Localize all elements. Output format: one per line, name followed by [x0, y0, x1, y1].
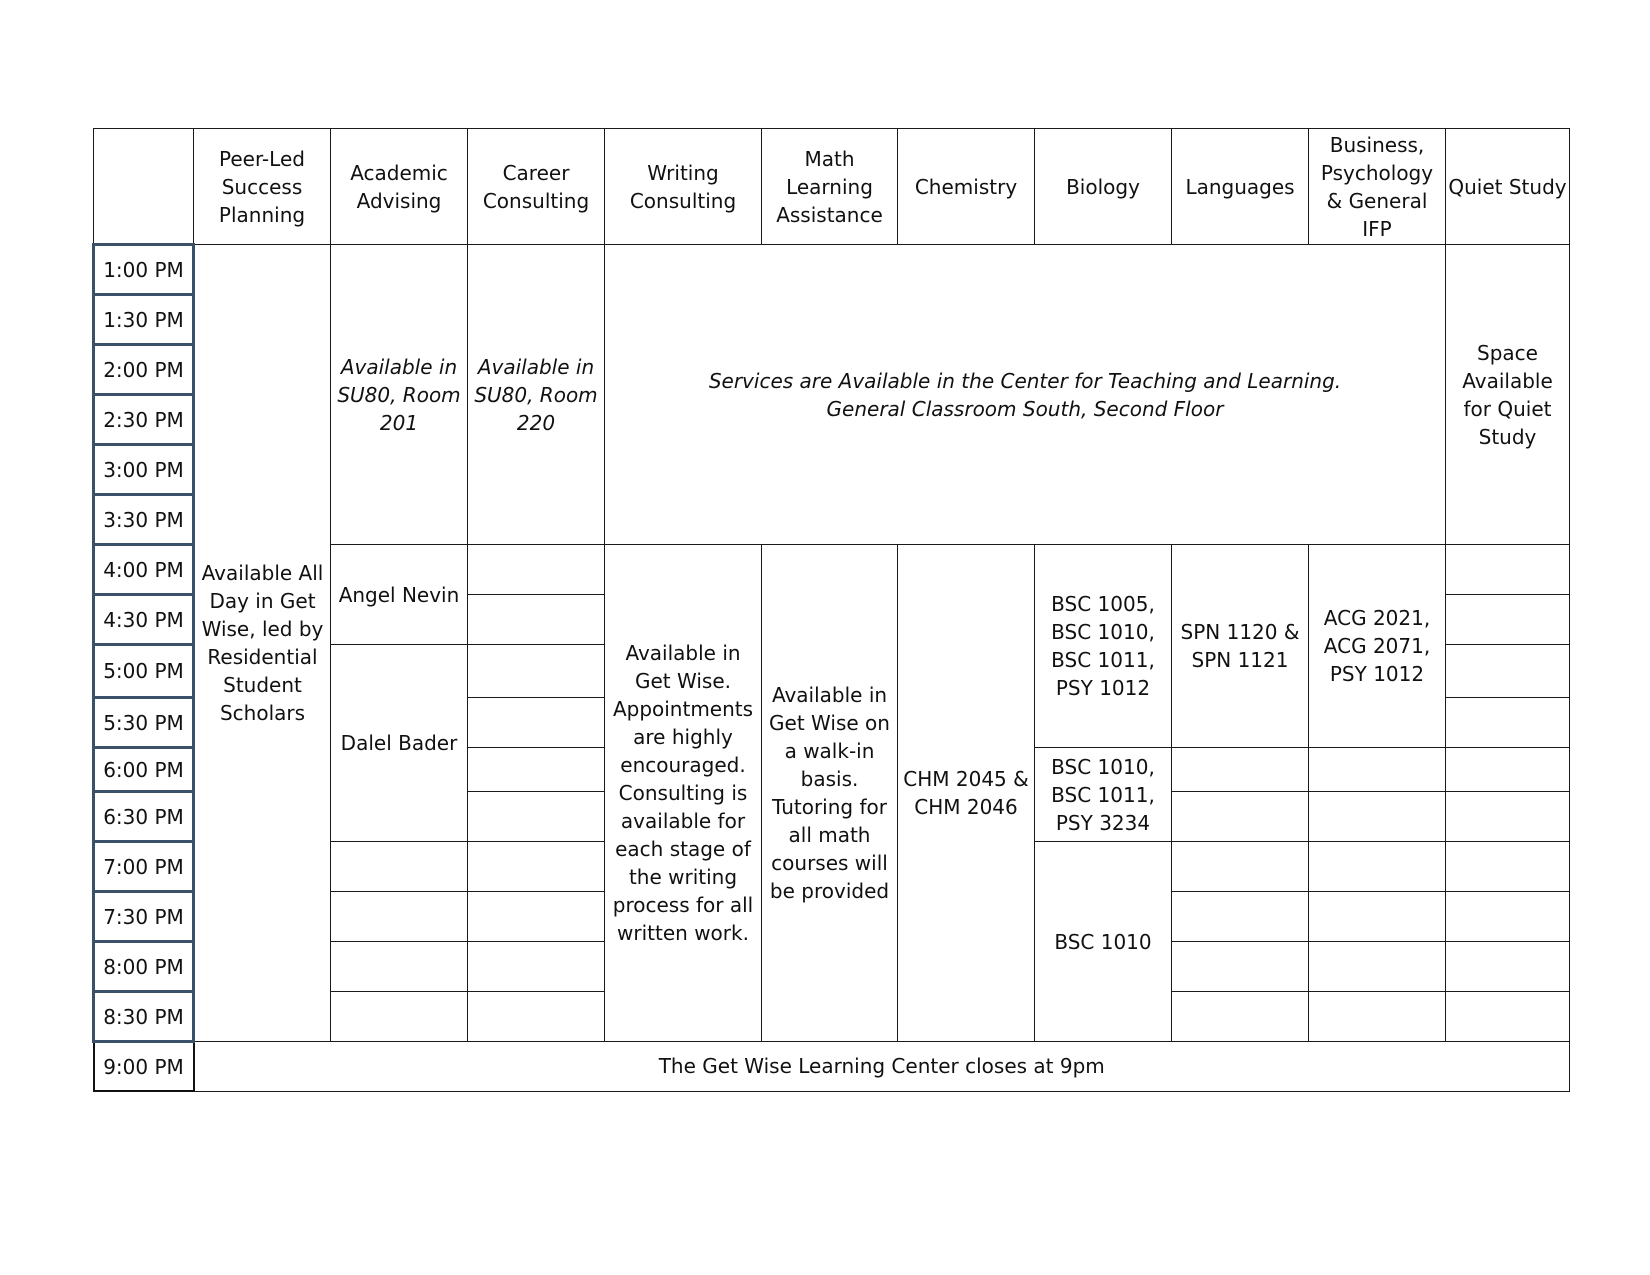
advising-location-cell: Available in SU80, Room 201	[331, 245, 468, 545]
header-academic-advising: Academic Advising	[331, 129, 468, 245]
empty-cell	[468, 942, 605, 992]
empty-cell	[1172, 792, 1309, 842]
languages-cell: SPN 1120 & SPN 1121	[1172, 545, 1309, 748]
header-chemistry: Chemistry	[898, 129, 1035, 245]
time-label: 1:30 PM	[94, 295, 194, 345]
header-peer-led: Peer-Led Success Planning	[194, 129, 331, 245]
business-cell: ACG 2021, ACG 2071, PSY 1012	[1309, 545, 1446, 748]
ctl-notice-line-1: Services are Available in the Center for Teaching and Learning.	[708, 368, 1342, 393]
empty-cell	[468, 842, 605, 892]
header-quiet-study: Quiet Study	[1446, 129, 1570, 245]
header-math-learning: Math Learning Assistance	[762, 129, 898, 245]
empty-cell	[1309, 748, 1446, 792]
biology-cell-2: BSC 1010, BSC 1011, PSY 3234	[1035, 748, 1172, 842]
empty-cell	[1172, 842, 1309, 892]
time-label: 8:30 PM	[94, 992, 194, 1042]
empty-cell	[1309, 892, 1446, 942]
empty-cell	[1446, 748, 1570, 792]
time-label: 3:30 PM	[94, 495, 194, 545]
header-business-psychology: Business, Psychology & General IFP	[1309, 129, 1446, 245]
closing-row	[94, 1042, 1570, 1092]
empty-cell	[1446, 545, 1570, 595]
empty-cell	[1446, 992, 1570, 1042]
biology-cell-1: BSC 1005, BSC 1010, BSC 1011, PSY 1012	[1035, 545, 1172, 748]
closing-notice: The Get Wise Learning Center closes at 9pm	[194, 1042, 1570, 1092]
time-label: 3:00 PM	[94, 445, 194, 495]
math-cell: Available in Get Wise on a walk-in basis. Tutoring for all math courses will be provided	[762, 545, 898, 1042]
empty-cell	[468, 595, 605, 645]
tutoring-schedule-table	[92, 128, 1570, 1092]
time-label: 8:00 PM	[94, 942, 194, 992]
table-row	[94, 245, 1570, 295]
career-location-cell: Available in SU80, Room 220	[468, 245, 605, 545]
time-label: 2:00 PM	[94, 345, 194, 395]
advisor-cell-1: Angel Nevin	[331, 545, 468, 645]
empty-cell	[331, 942, 468, 992]
empty-cell	[1172, 942, 1309, 992]
empty-cell	[1446, 942, 1570, 992]
writing-cell: Available in Get Wise. Appointments are highly encouraged. Consulting is available for each stage of the writing process for all written work.	[605, 545, 762, 1042]
header-writing-consulting: Writing Consulting	[605, 129, 762, 245]
time-label: 9:00 PM	[94, 1042, 194, 1092]
empty-cell	[331, 892, 468, 942]
time-label: 5:30 PM	[94, 698, 194, 748]
empty-cell	[1446, 645, 1570, 698]
ctl-notice-line-2: General Classroom South, Second Floor	[826, 396, 1224, 421]
header-biology: Biology	[1035, 129, 1172, 245]
empty-cell	[1172, 748, 1309, 792]
empty-cell	[468, 748, 605, 792]
time-label: 1:00 PM	[94, 245, 194, 295]
corner-cell	[94, 129, 194, 245]
empty-cell	[468, 645, 605, 698]
quiet-study-cell: Space Available for Quiet Study	[1446, 245, 1570, 545]
biology-cell-3: BSC 1010	[1035, 842, 1172, 1042]
time-label: 5:00 PM	[94, 645, 194, 698]
advisor-cell-2: Dalel Bader	[331, 645, 468, 842]
header-languages: Languages	[1172, 129, 1309, 245]
time-label: 4:00 PM	[94, 545, 194, 595]
empty-cell	[468, 892, 605, 942]
empty-cell	[1446, 842, 1570, 892]
empty-cell	[331, 992, 468, 1042]
empty-cell	[1172, 892, 1309, 942]
empty-cell	[1309, 792, 1446, 842]
time-label: 4:30 PM	[94, 595, 194, 645]
empty-cell	[331, 842, 468, 892]
empty-cell	[1309, 842, 1446, 892]
empty-cell	[1172, 992, 1309, 1042]
empty-cell	[468, 698, 605, 748]
time-label: 7:00 PM	[94, 842, 194, 892]
empty-cell	[468, 545, 605, 595]
empty-cell	[1446, 698, 1570, 748]
empty-cell	[1309, 942, 1446, 992]
header-row	[94, 129, 1570, 245]
empty-cell	[1446, 595, 1570, 645]
peer-led-cell: Available All Day in Get Wise, led by Residential Student Scholars	[194, 245, 331, 1042]
chemistry-cell: CHM 2045 & CHM 2046	[898, 545, 1035, 1042]
empty-cell	[1446, 792, 1570, 842]
header-career-consulting: Career Consulting	[468, 129, 605, 245]
empty-cell	[1309, 992, 1446, 1042]
time-label: 6:00 PM	[94, 748, 194, 792]
empty-cell	[468, 792, 605, 842]
time-label: 6:30 PM	[94, 792, 194, 842]
empty-cell	[1446, 892, 1570, 942]
empty-cell	[468, 992, 605, 1042]
time-label: 7:30 PM	[94, 892, 194, 942]
ctl-notice-cell	[605, 245, 1446, 545]
time-label: 2:30 PM	[94, 395, 194, 445]
